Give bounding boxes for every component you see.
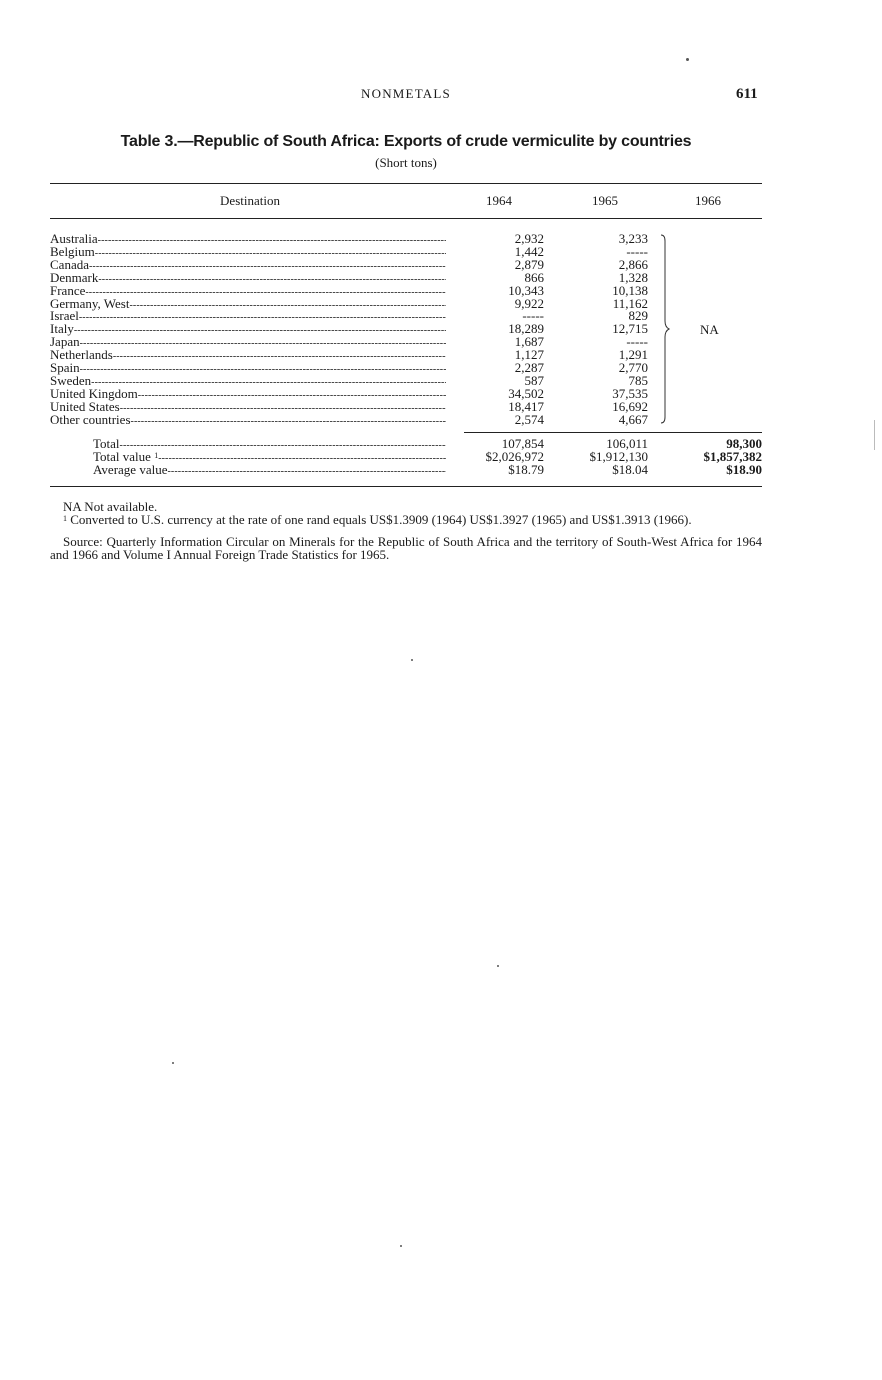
row-value-1965: 12,715	[612, 321, 648, 337]
row-destination: Germany, West - - -	[50, 297, 446, 312]
row-value-1964: 2,879	[514, 256, 544, 272]
row-value-1965: 829	[628, 308, 648, 324]
footnote-1	[50, 513, 762, 526]
totals-label	[93, 463, 446, 478]
totals-label-text: Total	[93, 437, 120, 451]
footnote-na: NA Not available.	[63, 499, 158, 514]
row-value-1965: 3,233	[618, 231, 648, 246]
totals-value-1965: $18.04	[612, 461, 648, 477]
row-value-1965: 11,162	[612, 295, 648, 311]
scan-speck	[686, 58, 689, 61]
source-note: Source: Quarterly Information Circular on Minerals for the Republic of South Africa and the territory of South-West Africa for 1964 and 1966 and Volume I Annual Foreign Trade Statistics for 1965.	[50, 534, 762, 562]
row-value-1964: 9,922	[514, 295, 544, 311]
totals-label-text: Total value	[93, 449, 151, 464]
row-value-1965: 785	[628, 372, 648, 388]
row-value-1965: 16,692	[612, 398, 648, 414]
table-subtitle: (Short tons)	[375, 155, 437, 170]
na-1966-label: NA	[700, 322, 719, 337]
totals-row	[50, 437, 762, 450]
row-value-1965: 37,535	[612, 385, 648, 401]
row-value-1964: 1,127	[514, 347, 544, 363]
row-value-1964: 1,687	[514, 334, 544, 350]
totals-label-text: Average value	[93, 462, 168, 477]
scan-edge-mark	[874, 420, 875, 450]
totals-value-1966: $18.90	[726, 461, 762, 477]
row-value-1965: 2,866	[618, 256, 648, 272]
row-destination: Italy - - -	[50, 322, 446, 337]
totals-value-1964: $18.79	[508, 461, 544, 477]
row-value-1964: 2,574	[514, 411, 544, 427]
row-value-1964: 587	[524, 372, 544, 388]
row-value-1965: 1,291	[618, 347, 648, 363]
row-value-1964: 2,932	[514, 231, 544, 246]
row-destination: Other countries - - -	[50, 413, 446, 428]
totals-value-1964: 107,854	[501, 436, 544, 451]
totals-row	[50, 463, 762, 476]
header-bottom-rule	[50, 218, 762, 219]
header-1966: 1966	[695, 193, 721, 208]
na-brace	[655, 233, 671, 425]
totals-value-1966: $1,857,382	[703, 448, 762, 464]
row-destination: Sweden - - -	[50, 374, 446, 389]
scan-speck	[400, 1245, 402, 1247]
table-top-rule	[50, 183, 762, 184]
header-1964: 1964	[486, 193, 512, 208]
row-value-1964: 18,417	[508, 398, 544, 414]
header-1965: 1965	[592, 193, 618, 208]
row-destination: Japan - - -	[50, 335, 446, 350]
row-value-1965: 4,667	[618, 411, 648, 427]
row-destination: United Kingdom - - -	[50, 387, 446, 402]
row-value-1965: -----	[626, 334, 648, 350]
row-value-1964: 866	[524, 269, 544, 285]
row-value-1965: 1,328	[618, 269, 648, 285]
row-destination: France - - -	[50, 284, 446, 299]
table-title: Table 3.—Republic of South Africa: Exports of crude vermiculite by countries	[120, 133, 692, 150]
row-value-1964: 18,289	[508, 321, 544, 337]
row-value-1964: 10,343	[508, 282, 544, 298]
totals-value-1964: $2,026,972	[485, 448, 544, 464]
row-destination: United States - - -	[50, 400, 446, 415]
row-value-1964: 1,442	[514, 243, 544, 259]
totals-value-1965: $1,912,130	[589, 448, 648, 464]
row-value-1964: 34,502	[508, 385, 544, 401]
footnote-1-text: Converted to U.S. currency at the rate of one rand equals US$1.3909 (1964) US$1.3927 (1965) and US$1.3913 (1966).	[70, 512, 692, 527]
totals-rule	[464, 432, 762, 433]
totals-value-1966: 98,300	[726, 436, 762, 451]
scan-speck	[411, 659, 413, 661]
row-destination: Denmark - - -	[50, 271, 446, 286]
row-value-1965: 10,138	[612, 282, 648, 298]
row-destination: Canada - - -	[50, 258, 446, 273]
row-destination: Netherlands - - -	[50, 348, 446, 363]
row-destination: Israel - - -	[50, 309, 446, 324]
footnotes	[50, 500, 762, 561]
scan-speck	[172, 1062, 174, 1064]
row-destination: Belgium - - -	[50, 245, 446, 260]
row-value-1964: 2,287	[514, 360, 544, 375]
row-value-1965: 2,770	[618, 360, 648, 375]
table-bottom-rule	[50, 486, 762, 487]
totals-row	[50, 450, 762, 463]
header-destination: Destination	[220, 193, 280, 208]
row-value-1964: -----	[522, 308, 544, 324]
running-head: NONMETALS	[361, 86, 451, 101]
row-destination: Spain - - -	[50, 361, 446, 376]
totals-footnote-marker: 1	[154, 450, 159, 460]
row-destination: Australia - - -	[50, 232, 446, 247]
totals-value-1965: 106,011	[606, 436, 648, 451]
footnote-1-marker: 1	[63, 514, 67, 523]
page-number: 611	[736, 86, 758, 102]
scan-speck	[497, 965, 499, 967]
row-value-1965: -----	[626, 243, 648, 259]
